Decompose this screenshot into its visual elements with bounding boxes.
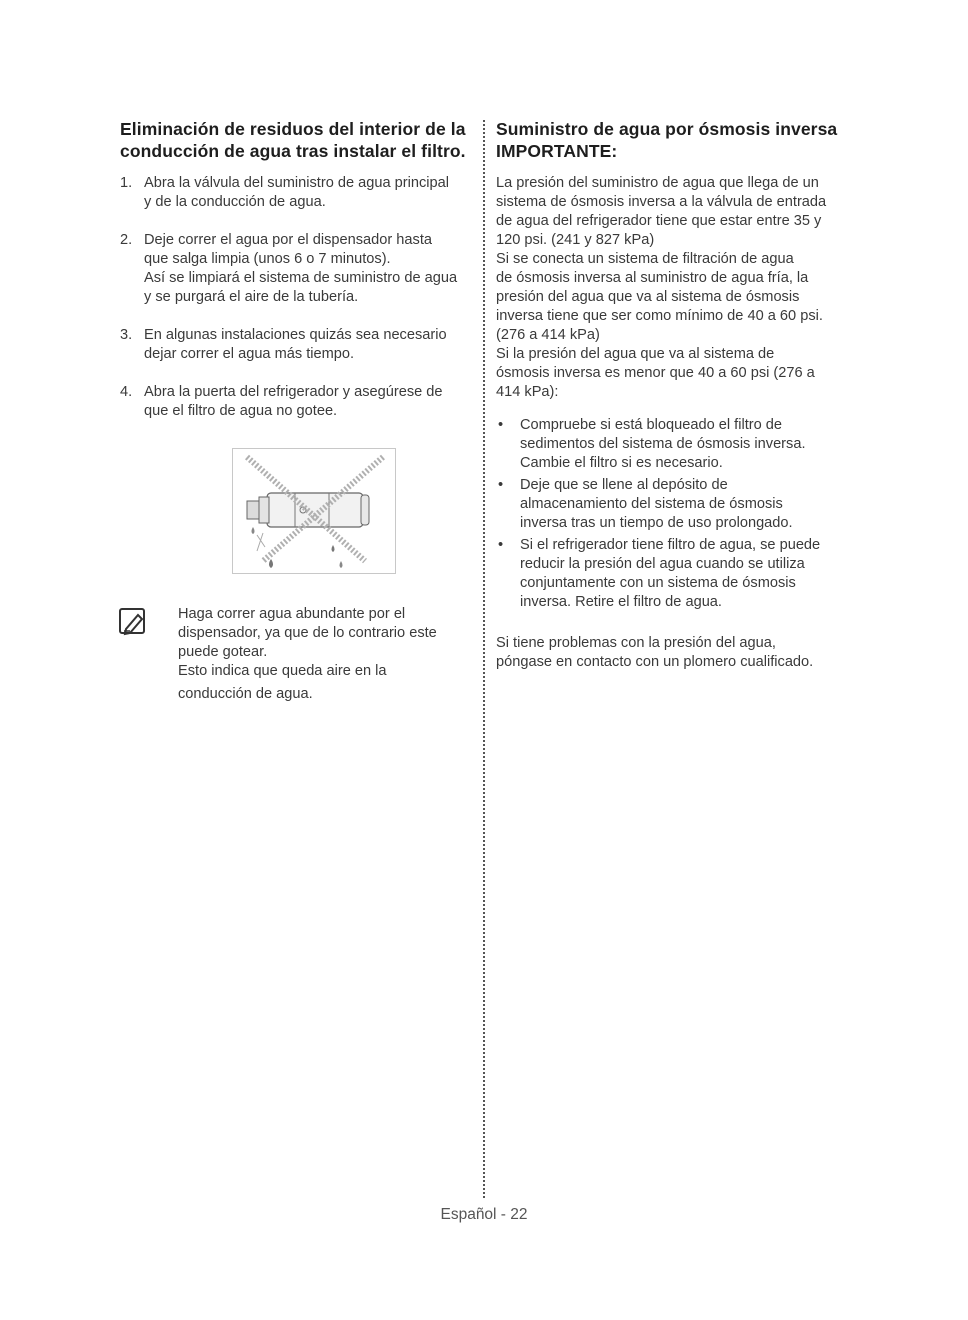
list-item	[496, 476, 848, 533]
paragraph-line: La presión del suministro de agua que llega de un	[496, 175, 819, 191]
step-line: Así se limpiará el sistema de suministro de agua	[144, 270, 458, 286]
paragraph-line: de agua del refrigerador tiene que estar entre 35 y	[496, 213, 822, 229]
note-pencil-icon	[118, 607, 148, 637]
paragraph-line: de ósmosis inversa al suministro de agua fría, la	[496, 270, 809, 286]
paragraph-line: sistema de ósmosis inversa a la válvula de entrada	[496, 194, 827, 210]
step-line: dejar correr el agua más tiempo.	[144, 346, 355, 362]
closing-paragraph	[496, 634, 848, 672]
paragraph-line: ósmosis inversa es menor que 40 a 60 psi (276 a	[496, 365, 815, 381]
step-number: 2.	[120, 232, 133, 248]
paragraph-line: 120 psi. (241 y 827 kPa)	[496, 232, 655, 248]
bullet-text	[520, 476, 793, 533]
steps-list	[120, 174, 472, 421]
right-heading-line: Suministro de agua por ósmosis inversa	[496, 119, 838, 139]
step-text	[144, 383, 472, 421]
note-line: Esto indica que queda aire en la	[178, 663, 387, 679]
step-line: y se purgará el aire de la tubería.	[144, 289, 359, 305]
list-item	[496, 416, 848, 473]
bullet-line: inversa. Retire el filtro de agua.	[520, 594, 722, 610]
step-number: 1.	[120, 175, 133, 191]
step-item	[120, 231, 472, 307]
right-heading-line: IMPORTANTE:	[496, 141, 618, 161]
paragraph-line: 414 kPa):	[496, 384, 559, 400]
bullet-line: almacenamiento del sistema de ósmosis	[520, 496, 783, 512]
step-text	[144, 174, 472, 212]
step-line: que salga limpia (unos 6 o 7 minutos).	[144, 251, 391, 267]
bullet-marker: •	[498, 537, 504, 553]
note-text	[178, 605, 478, 705]
step-number: 4.	[120, 384, 133, 400]
step-number: 3.	[120, 327, 133, 343]
bullet-line: Deje que se llene al depósito de	[520, 477, 728, 493]
step-text	[144, 231, 472, 307]
right-column	[496, 118, 848, 672]
page-footer: Español - 22	[440, 1206, 528, 1223]
step-text	[144, 326, 472, 364]
list-item	[496, 536, 848, 612]
bullet-line: reducir la presión del agua cuando se utiliza	[520, 556, 805, 572]
step-item	[120, 326, 472, 364]
step-line: y de la conducción de agua.	[144, 194, 326, 210]
paragraph-line: Si se conecta un sistema de filtración de agua	[496, 251, 794, 267]
bullet-text	[520, 536, 820, 612]
bullet-line: Compruebe si está bloqueado el filtro de	[520, 417, 783, 433]
pressure-paragraph	[496, 174, 848, 402]
bullet-line: sedimentos del sistema de ósmosis inversa.	[520, 436, 806, 452]
left-heading-line: Eliminación de residuos del interior de la	[120, 119, 466, 139]
paragraph-line: Si la presión del agua que va al sistema de	[496, 346, 775, 362]
note-line: puede gotear.	[178, 644, 268, 660]
step-line: Deje correr el agua por el dispensador hasta	[144, 232, 432, 248]
bullet-marker: •	[498, 477, 504, 493]
step-line: En algunas instalaciones quizás sea necesario	[144, 327, 447, 343]
bullet-line: inversa tras un tiempo de uso prolongado.	[520, 515, 793, 531]
step-line: Abra la válvula del suministro de agua principal	[144, 175, 450, 191]
paragraph-line: presión del agua que va al sistema de ósmosis	[496, 289, 800, 305]
note-line: dispensador, ya que de lo contrario este	[178, 625, 437, 641]
paragraph-line: inversa tiene que ser como mínimo de 40 a 60 psi.	[496, 308, 823, 324]
bullet-text	[520, 416, 806, 473]
note-line: conducción de agua.	[178, 686, 313, 702]
left-section-heading	[120, 118, 472, 162]
step-line: Abra la puerta del refrigerador y asegúrese de	[144, 384, 443, 400]
right-section-heading	[496, 118, 848, 162]
step-line: que el filtro de agua no gotee.	[144, 403, 338, 419]
bullet-list	[496, 416, 848, 612]
bullet-line: Si el refrigerador tiene filtro de agua, se puede	[520, 537, 821, 553]
left-heading-line: conducción de agua tras instalar el filtro.	[120, 141, 466, 161]
step-item	[120, 383, 472, 421]
leaking-filter-illustration	[232, 448, 396, 574]
paragraph-line: (276 a 414 kPa)	[496, 327, 600, 343]
bullet-line: conjuntamente con un sistema de ósmosis	[520, 575, 796, 591]
left-column	[120, 118, 472, 702]
bullet-line: Cambie el filtro si es necesario.	[520, 455, 723, 471]
bullet-marker: •	[498, 417, 504, 433]
closing-line: Si tiene problemas con la presión del agua,	[496, 635, 776, 651]
filter-cross-out-drawing	[233, 449, 395, 573]
column-divider	[483, 120, 485, 1198]
closing-line: póngase en contacto con un plomero cualificado.	[496, 654, 814, 670]
note-line: Haga correr agua abundante por el	[178, 606, 406, 622]
step-item	[120, 174, 472, 212]
